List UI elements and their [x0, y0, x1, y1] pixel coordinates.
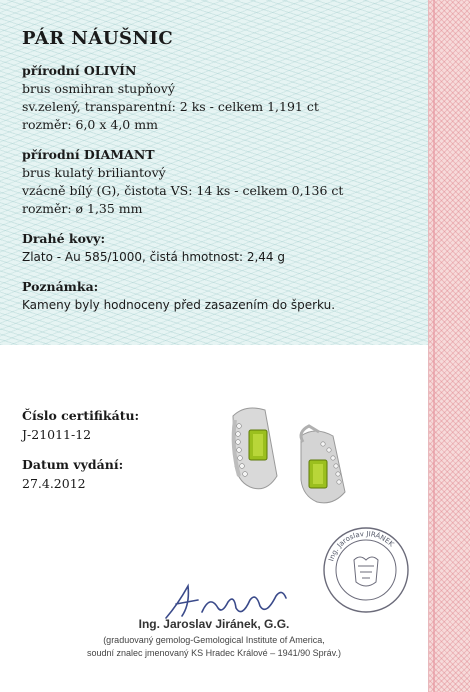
- issue-date: [22, 455, 123, 493]
- diamant-section: [22, 146, 343, 218]
- signer-name: Ing. Jaroslav Jiránek, G.G.: [138, 617, 290, 631]
- diamant-heading: přírodní DIAMANT: [22, 147, 155, 162]
- decorative-border: [428, 0, 470, 692]
- issue-date-value: 27.4.2012: [22, 476, 86, 491]
- olivin-line: brus osmihran stupňový: [22, 81, 175, 96]
- earrings-photo: [205, 396, 360, 514]
- diamant-line: rozměr: ø 1,35 mm: [22, 201, 143, 216]
- olivin-line: sv.zelený, transparentní: 2 ks - celkem 1,191 ct: [22, 99, 319, 114]
- olivin-line: rozměr: 6,0 x 4,0 mm: [22, 117, 158, 132]
- signer-description-line: soudní znalec jmenovaný KS Hradec Králové – 1941/90 Správ.): [87, 648, 341, 658]
- certificate-number-value: J-21011-12: [22, 427, 92, 442]
- signer-description: [0, 634, 428, 660]
- note-heading: Poznámka:: [22, 279, 99, 294]
- issue-date-label: Datum vydání:: [22, 457, 124, 472]
- note-section: [22, 278, 335, 314]
- olivin-section: [22, 62, 319, 134]
- svg-text:Ing. Jaroslav JIRÁNEK: Ing. Jaroslav JIRÁNEK: [327, 529, 396, 563]
- document-title: PÁR NÁUŠNIC: [22, 28, 174, 49]
- signer-description-line: (graduovaný gemolog-Gemological Institute of America,: [103, 635, 325, 645]
- metals-text: Zlato - Au 585/1000, čistá hmotnost: 2,44 g: [22, 250, 285, 264]
- metals-section: [22, 230, 285, 266]
- certificate-number-label: Číslo certifikátu:: [22, 408, 140, 423]
- metals-heading: Drahé kovy:: [22, 231, 106, 246]
- certificate-number: [22, 406, 139, 444]
- note-text: Kameny byly hodnoceny před zasazením do šperku.: [22, 298, 336, 312]
- official-seal: [322, 526, 410, 614]
- olivin-heading: přírodní OLIVÍN: [22, 63, 137, 78]
- diamant-line: vzácně bílý (G), čistota VS: 14 ks - celkem 0,136 ct: [22, 183, 344, 198]
- diamant-line: brus kulatý briliantový: [22, 165, 166, 180]
